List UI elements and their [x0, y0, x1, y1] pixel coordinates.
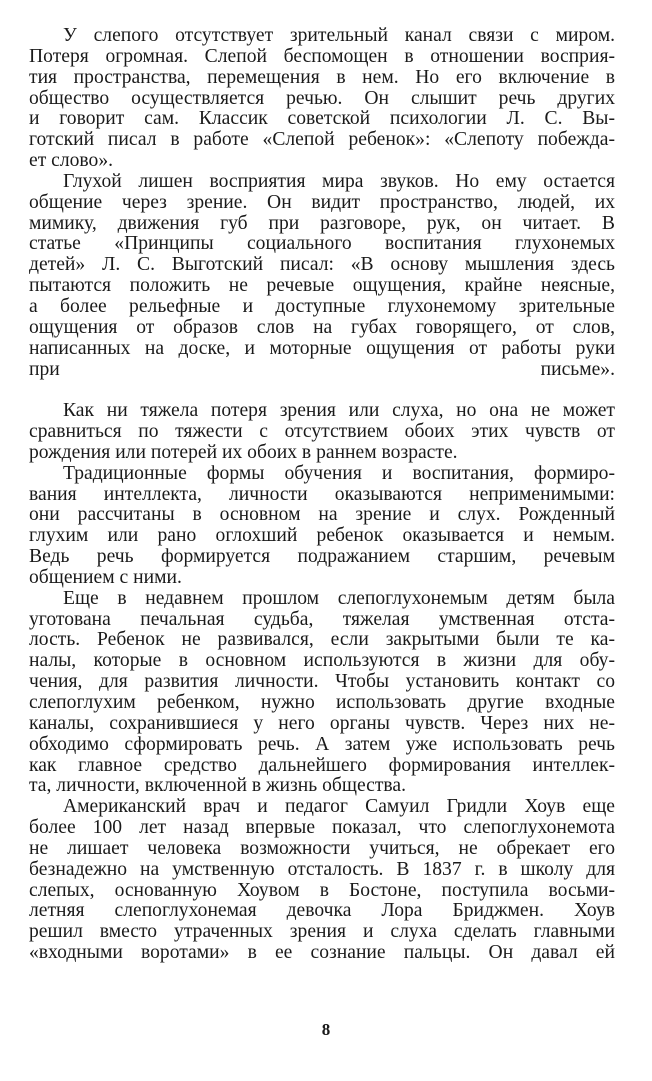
text-line: более 100 лет назад впервые показал, что слепоглухонемота — [29, 818, 615, 839]
page-text — [29, 26, 615, 964]
paragraph-past — [29, 589, 615, 797]
text-line: Потеря огромная. Слепой беспомощен в отношении восприя- — [29, 46, 615, 67]
text-line: тия пространства, перемещения в нем. Но его включение в — [29, 67, 615, 88]
text-line: решил вместо утраченных зрения и слуха сделать главными — [29, 922, 615, 943]
text-line: глухим или рано оглохший ребенок оказывается и немым. — [29, 526, 615, 547]
text-line: Как ни тяжела потеря зрения или слуха, но она не может — [63, 401, 615, 422]
paragraph-blind — [29, 26, 615, 172]
text-line: налы, которые в основном используются в жизни для обу- — [29, 651, 615, 672]
text-line: Глухой лишен восприятия мира звуков. Но ему остается — [63, 171, 615, 192]
page-number: 8 — [321, 1020, 331, 1039]
text-line: общением с ними. — [29, 567, 182, 588]
text-line: обходимо сформировать речь. А затем уже использовать речь — [29, 734, 615, 755]
text-line: готский писал в работе «Слепой ребенок»: «Слепоту побежда- — [29, 130, 615, 151]
text-line: написанных на доске, и моторные ощущения от работы руки — [29, 338, 615, 359]
text-line: Ведь речь формируется подражанием старшим, речевым — [29, 547, 615, 568]
text-line: пытаются положить не речевые ощущения, крайне неясные, — [29, 276, 615, 297]
paragraph-deaf — [29, 172, 615, 401]
paragraph-traditional — [29, 464, 615, 589]
text-line: каналы, сохранившиеся у него органы чувств. Через них не- — [29, 713, 615, 734]
text-line: статье «Принципы социального воспитания глухонемых — [29, 234, 615, 255]
text-line: чения, для развития личности. Чтобы установить контакт со — [29, 672, 615, 693]
text-line: рождения или потерей их обоих в раннем возрасте. — [29, 442, 458, 463]
text-line: они рассчитаны в основном на зрение и слух. Рожденный — [29, 505, 615, 526]
text-line: как главное средство дальнейшего формирования интеллек- — [29, 755, 615, 776]
text-line: детей» Л. С. Выготский писал: «В основу мышления здесь — [29, 255, 615, 276]
paragraph-loss — [29, 401, 615, 464]
text-line: У слепого отсутствует зрительный канал связи с миром. — [63, 26, 615, 46]
text-line: общество осуществляется речью. Он слышит речь других — [29, 88, 615, 109]
text-line: летняя слепоглухонемая девочка Лора Бриджмен. Хоув — [29, 901, 615, 922]
text-line: Традиционные формы обучения и воспитания, формиро- — [63, 463, 615, 484]
text-line: а более рельефные и доступные глухонемому зрительные — [29, 296, 615, 317]
text-line: вания интеллекта, личности оказываются неприменимыми: — [29, 484, 615, 505]
text-line: уготована печальная судьба, тяжелая умственная отста- — [29, 609, 615, 630]
text-line: слепых, основанную Хоувом в Бостоне, поступила восьми- — [29, 880, 615, 901]
text-line: Американский врач и педагог Самуил Гридли Хоув еще — [63, 797, 615, 818]
text-line: ет слово». — [29, 151, 114, 172]
paragraph-howe — [29, 797, 615, 964]
text-line — [29, 380, 615, 401]
text-line: не лишает человека возможности учиться, не обрекает его — [29, 838, 615, 859]
text-line: сравниться по тяжести с отсутствием обоих этих чувств от — [29, 422, 615, 443]
text-line: при письме». — [29, 359, 615, 380]
text-line: слепоглухим ребенком, нужно использовать другие входные — [29, 693, 615, 713]
text-line: ощущения от образов слов на губах говорящего, от слов, — [29, 317, 615, 338]
text-line: общение через зрение. Он видит пространство, людей, их — [29, 192, 615, 213]
text-line: «входными воротами» в ее сознание пальцы. Он давал ей — [29, 943, 615, 964]
text-line: лость. Ребенок не развивался, если закрытыми были те ка- — [29, 630, 615, 651]
text-line: и говорит сам. Классик советской психологии Л. С. Вы- — [29, 109, 615, 130]
text-line: безнадежно на умственную отсталость. В 1837 г. в школу для — [29, 859, 615, 880]
text-line: Еще в недавнем прошлом слепоглухонемым детям была — [63, 588, 615, 609]
text-line: та, личности, включенной в жизнь общества. — [29, 776, 406, 797]
text-line: мимику, движения губ при разговоре, рук, он читает. В — [29, 213, 615, 234]
